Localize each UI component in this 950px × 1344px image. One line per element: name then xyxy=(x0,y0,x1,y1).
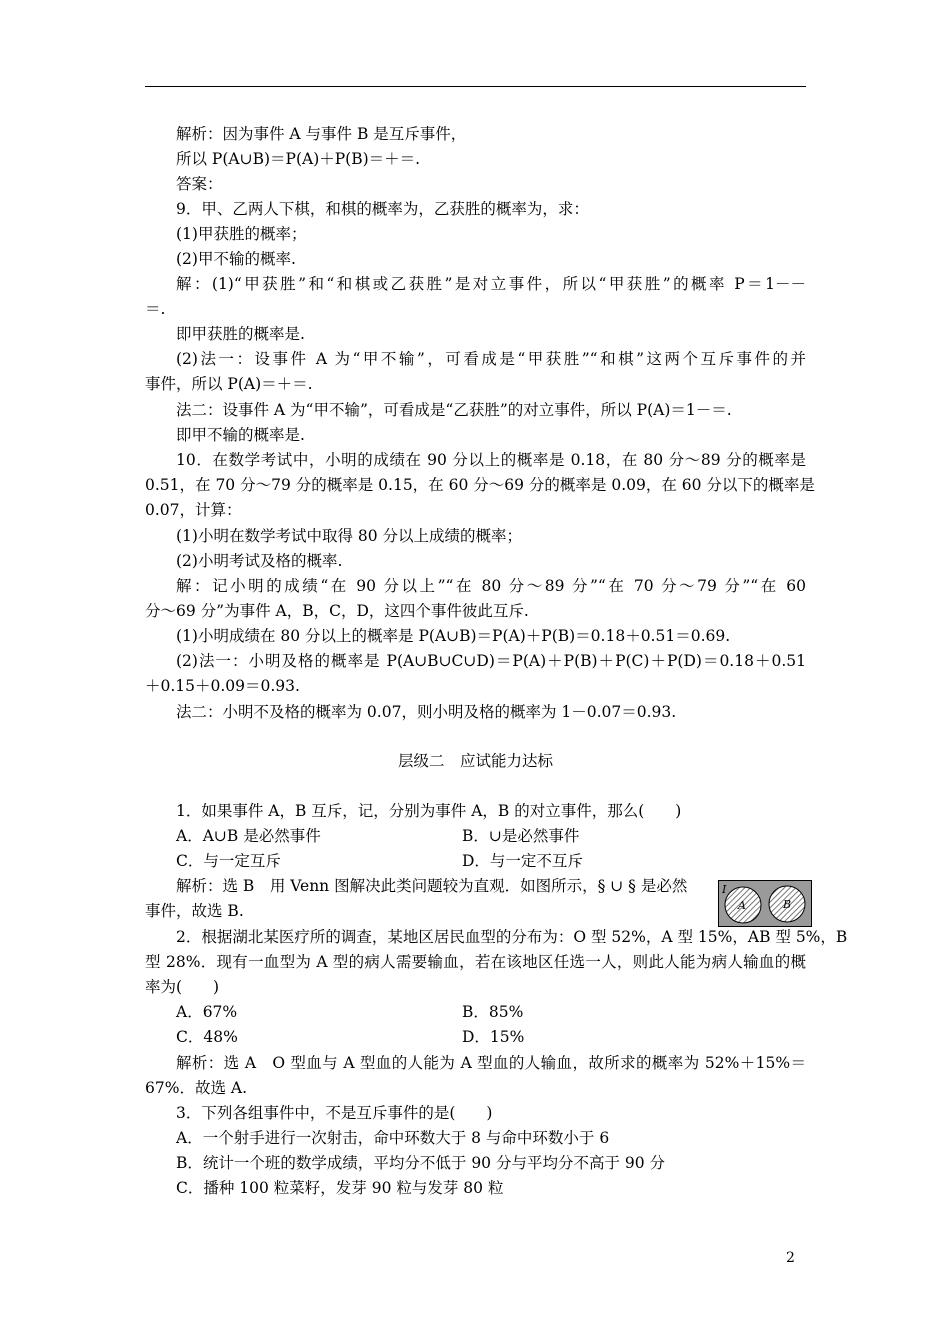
solution-line: ＝. xyxy=(145,300,166,318)
option-d: D．与一定不互斥 xyxy=(462,852,583,870)
answer-label: 答案： xyxy=(176,175,223,193)
solution-line: 法二：设事件 A 为“甲不输”，可看成是“乙获胜”的对立事件，所以 P(A)＝1－＝. xyxy=(176,401,732,419)
option-b: B．∪是必然事件 xyxy=(462,827,580,845)
solution-line: 法二：小明不及格的概率为 0.07，则小明及格的概率为 1－0.07＝0.93. xyxy=(176,703,677,721)
section-heading: 层级二 应试能力达标 xyxy=(397,752,553,770)
solution-line: 67%．故选 A. xyxy=(145,1079,247,1097)
question-10: 0.51，在 70 分～79 分的概率是 0.15，在 60 分～69 分的概率是 0.09，在 60 分以下的概率是 xyxy=(145,476,815,494)
question-10: 10．在数学考试中，小明的成绩在 90 分以上的概率是 0.18，在 80 分～89 分的概率是 xyxy=(176,451,806,469)
solution-line: 分～69 分”为事件 A，B，C，D，这四个事件彼此互斥. xyxy=(145,602,529,620)
solution-line: (1)小明成绩在 80 分以上的概率是 P(A∪B)＝P(A)＋P(B)＝0.18＋0.51＝0.69. xyxy=(176,627,731,645)
question-9-part-2: (2)甲不输的概率. xyxy=(176,250,296,268)
solution-line: 即甲获胜的概率是. xyxy=(176,325,305,343)
page-number: 2 xyxy=(786,1250,795,1266)
question-9: 9．甲、乙两人下棋，和棋的概率为，乙获胜的概率为，求： xyxy=(176,200,589,218)
option-d: D．15% xyxy=(462,1028,525,1046)
solution-line: ＋0.15＋0.09＝0.93. xyxy=(145,677,300,695)
solution-line: 解：(1)“甲获胜”和“和棋或乙获胜”是对立事件，所以“甲获胜”的概率 P＝1－－ xyxy=(176,275,806,293)
solution-line: (2)法一：设事件 A 为“甲不输”，可看成是“甲获胜”“和棋”这两个互斥事件的并 xyxy=(176,350,806,368)
option-a: A．A∪B 是必然事件 xyxy=(176,827,321,845)
option-b: B．85% xyxy=(462,1003,524,1021)
option-c: C．48% xyxy=(176,1028,238,1046)
option-a: A．67% xyxy=(176,1003,238,1021)
question-1: 1．如果事件 A，B 互斥，记，分别为事件 A，B 的对立事件，那么( ) xyxy=(176,802,682,820)
question-3: 3．下列各组事件中，不是互斥事件的是( ) xyxy=(176,1104,493,1122)
solution-line: (2)法一：小明及格的概率是 P(A∪B∪C∪D)＝P(A)＋P(B)＋P(C)＋P(D)＝0.18＋0.51 xyxy=(176,652,806,670)
solution-line: 解析：选 B 用 Venn 图解决此类问题较为直观．如图所示，§ ∪ § 是必然 xyxy=(176,877,688,895)
option-a: A．一个射手进行一次射击，命中环数大于 8 与命中环数小于 6 xyxy=(176,1129,610,1147)
set-a-label: A xyxy=(738,899,746,912)
question-2: 2．根据湖北某医疗所的调查，某地区居民血型的分布为：O 型 52%，A 型 15%，AB 型 5%，B xyxy=(176,928,848,946)
question-2: 型 28%．现有一血型为 A 型的病人需要输血，若在该地区任选一人，则此人能为病人输血的概 xyxy=(145,953,806,971)
question-9-part-1: (1)甲获胜的概率； xyxy=(176,225,307,243)
solution-line: 解析：因为事件 A 与事件 B 是互斥事件， xyxy=(176,125,467,143)
option-c: C．播种 100 粒菜籽，发芽 90 粒与发芽 80 粒 xyxy=(176,1179,504,1197)
solution-line: 所以 P(A∪B)＝P(A)＋P(B)＝＋＝. xyxy=(176,150,421,168)
solution-line: 事件，所以 P(A)＝＋＝. xyxy=(145,375,313,393)
header-rule xyxy=(145,86,806,87)
set-b-label: B xyxy=(783,898,792,911)
question-10: 0.07，计算： xyxy=(145,501,242,519)
option-c: C．与一定互斥 xyxy=(176,852,281,870)
question-10-part-2: (2)小明考试及格的概率. xyxy=(176,552,343,570)
solution-line: 事件，故选 B. xyxy=(145,902,244,920)
question-10-part-1: (1)小明在数学考试中取得 80 分以上成绩的概率； xyxy=(176,527,523,545)
option-b: B．统计一个班的数学成绩，平均分不低于 90 分与平均分不高于 90 分 xyxy=(176,1154,666,1172)
venn-diagram xyxy=(718,880,812,927)
set-i-label: I xyxy=(722,883,727,896)
solution-line: 即甲不输的概率是. xyxy=(176,426,305,444)
question-2: 率为( ) xyxy=(145,978,220,996)
solution-line: 解：记小明的成绩“在 90 分以上”“在 80 分～89 分”“在 70 分～79 分”“在 60 xyxy=(176,577,806,595)
solution-line: 解析：选 A O 型血与 A 型血的人能为 A 型血的人输血，故所求的概率为 52%＋15%＝ xyxy=(176,1054,806,1072)
